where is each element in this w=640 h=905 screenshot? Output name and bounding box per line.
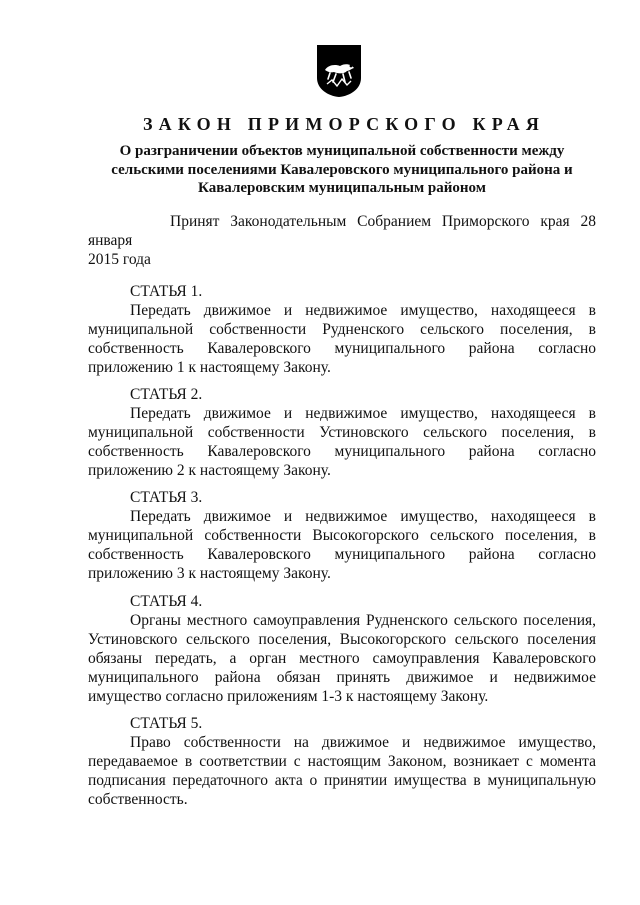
article-heading: СТАТЬЯ 5. xyxy=(130,715,203,732)
law-title: ЗАКОН ПРИМОРСКОГО КРАЯ xyxy=(142,114,546,134)
article-text: Право собственности на движимое и недвижимое имущество, передаваемое в соответствии с настоящим Законом, возникает с момента подписания передаточного акта о принятии имущества в муниципальную собственность. xyxy=(88,734,596,808)
article-text: Передать движимое и недвижимое имущество, находящееся в муниципальной собственности Рудненского сельского поселения, в собственность Кавалеровского муниципального района согласно приложению 1 к настоящему Закону. xyxy=(88,302,596,376)
adoption-statement xyxy=(88,212,596,269)
article-text: Органы местного самоуправления Рудненского сельского поселения, Устиновского сельского поселения, Высокогорского сельского поселения обязаны передать, а орган местного самоуправления Кавалеровского муниципального района обязан принять движимое и недвижимое имущество согласно приложениям 1-3 к настоящему Закону. xyxy=(88,612,596,705)
article-1 xyxy=(88,282,596,377)
article-5 xyxy=(88,714,596,809)
article-heading: СТАТЬЯ 4. xyxy=(130,593,203,610)
article-3 xyxy=(88,488,596,583)
law-subtitle: О разграничении объектов муниципальной собственности между сельскими поселениями Кавалеровского муниципального района и Кавалеровским муниципальным районом xyxy=(111,143,573,196)
article-2 xyxy=(88,385,596,480)
article-heading: СТАТЬЯ 2. xyxy=(130,386,203,403)
article-4 xyxy=(88,592,596,706)
adoption-line-3: 2015 года xyxy=(88,251,151,268)
article-text: Передать движимое и недвижимое имущество, находящееся в муниципальной собственности Высокогорского сельского поселения, в собственность Кавалеровского муниципального района согласно приложению 3 к настоящему Закону. xyxy=(88,508,596,582)
coat-of-arms-icon xyxy=(316,44,362,98)
article-heading: СТАТЬЯ 3. xyxy=(130,489,203,506)
adoption-line-2: января xyxy=(88,232,133,249)
article-heading: СТАТЬЯ 1. xyxy=(130,283,203,300)
adoption-line-1: Принят Законодательным Собранием Приморского края 28 xyxy=(170,213,596,230)
article-text: Передать движимое и недвижимое имущество, находящееся в муниципальной собственности Устиновского сельского поселения, в собственность Кавалеровского муниципального района согласно приложению 2 к настоящему Закону. xyxy=(88,405,596,479)
